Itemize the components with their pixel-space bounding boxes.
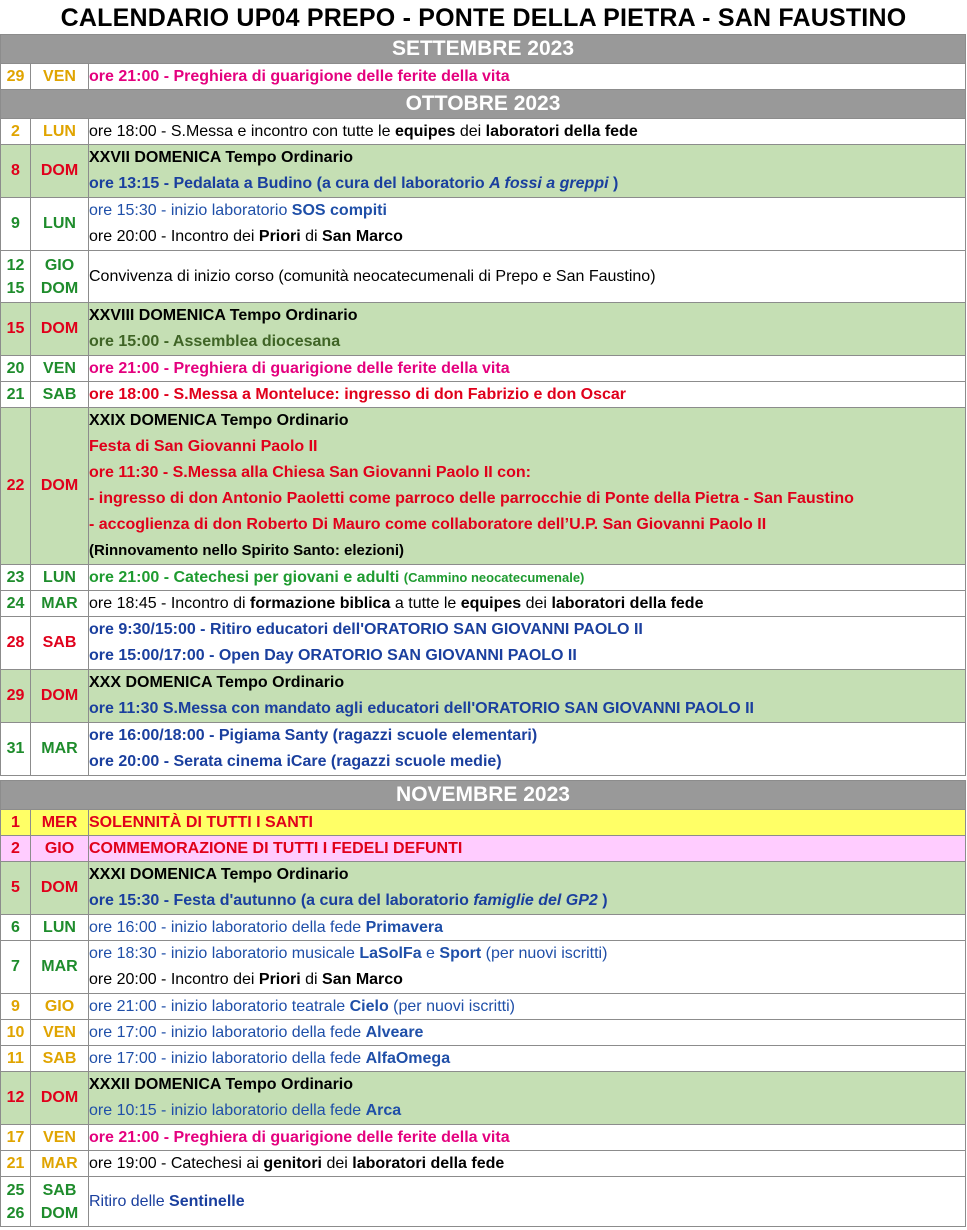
event-text-bold: laboratori della fede: [352, 1154, 505, 1172]
event-text: (per nuovi iscritti): [481, 945, 608, 962]
event-description: [89, 994, 966, 1020]
day-of-week: MAR: [31, 941, 89, 994]
table-row: [1, 382, 966, 408]
day-number: 5: [1, 862, 31, 915]
day-number: 15: [6, 279, 25, 297]
day-of-week: DOM: [31, 1072, 89, 1125]
event-description: [89, 1072, 966, 1125]
day-of-week: VEN: [31, 64, 89, 90]
table-row: [1, 862, 966, 915]
day-number: 31: [1, 723, 31, 776]
event-description: [89, 1177, 966, 1227]
day-of-week: DOM: [31, 862, 89, 915]
table-row: [1, 145, 966, 198]
day-of-week: LUN: [31, 119, 89, 145]
day-number: 28: [1, 617, 31, 670]
event-line: [89, 1098, 965, 1124]
event-line: ore 9:30/15:00 - Ritiro educatori dell'ORATORIO SAN GIOVANNI PAOLO II: [89, 621, 643, 638]
day-of-week: DOM: [31, 303, 89, 356]
day-number: 7: [1, 941, 31, 994]
day-number: 17: [1, 1125, 31, 1151]
table-row: [1, 670, 966, 723]
day-of-week: MAR: [31, 591, 89, 617]
table-row: [1, 1046, 966, 1072]
day-number: 20: [1, 356, 31, 382]
table-row: [1, 810, 966, 836]
event-text-bold: San Marco: [322, 971, 403, 988]
event-line: ore 11:30 S.Messa con mandato agli educatori dell'ORATORIO SAN GIOVANNI PAOLO II: [89, 700, 754, 717]
page-title: CALENDARIO UP04 PREPO - PONTE DELLA PIETRA - SAN FAUSTINO: [60, 4, 907, 32]
event-text: ore 18:45 - Incontro di: [89, 594, 250, 612]
table-row: [1, 251, 966, 303]
day-number-range: [1, 251, 31, 303]
event-description: [89, 1125, 966, 1151]
event-description: [89, 1151, 966, 1177]
day-number: 1: [1, 810, 31, 836]
day-number: 25: [6, 1181, 25, 1199]
event-text: ore 18:00 - S.Messa e incontro con tutte le: [89, 122, 395, 140]
calendar-table: [0, 34, 966, 1227]
day-number: 15: [1, 303, 31, 356]
event-text: e: [421, 945, 440, 962]
day-number: 29: [1, 64, 31, 90]
event-text-bold: Cielo: [349, 997, 389, 1015]
table-row: [1, 303, 966, 356]
event-description: [89, 64, 966, 90]
month-header-october: [1, 90, 966, 119]
event-text: a tutte le: [390, 594, 461, 612]
day-of-week: VEN: [31, 1020, 89, 1046]
event-text: ore 21:00 - inizio laboratorio teatrale: [89, 997, 350, 1015]
table-row: [1, 836, 966, 862]
event-description: [89, 356, 966, 382]
event-line: - ingresso di don Antonio Paoletti come parroco delle parrocchie di Ponte della Pietra - San Faustino: [89, 490, 854, 507]
event-text-bold: Primavera: [365, 918, 444, 936]
day-number: 9: [1, 994, 31, 1020]
day-of-week: DOM: [40, 279, 79, 297]
event-text-bold: San Marco: [322, 228, 403, 245]
event-text: ): [608, 175, 619, 192]
event-text: ore 13:15 - Pedalata a Budino (a cura del laboratorio: [89, 175, 490, 192]
table-row: [1, 994, 966, 1020]
event-text: di: [300, 971, 323, 988]
day-number: 21: [1, 1151, 31, 1177]
event-text-bold: AlfaOmega: [365, 1049, 451, 1067]
event-line: ore 16:00/18:00 - Pigiama Santy (ragazzi scuole elementari): [89, 727, 538, 744]
event-text: ore 10:15 - inizio laboratorio della fede: [89, 1102, 366, 1119]
day-of-week: VEN: [31, 356, 89, 382]
day-number: 10: [1, 1020, 31, 1046]
day-of-week: MAR: [31, 723, 89, 776]
day-number: 8: [1, 145, 31, 198]
event-line: XXX DOMENICA Tempo Ordinario: [89, 674, 345, 691]
event-text-bold: equipes: [460, 594, 522, 612]
event-line: (Rinnovamento nello Spirito Santo: elezioni): [89, 542, 405, 559]
event-description: [89, 382, 966, 408]
event-description: [89, 915, 966, 941]
event-text: di: [300, 228, 323, 245]
table-row: [1, 941, 966, 994]
event-text: ore 16:00 - inizio laboratorio della fede: [89, 918, 366, 936]
day-of-week: LUN: [31, 915, 89, 941]
event-text-bold: Priori: [258, 971, 301, 988]
event-line: - accoglienza di don Roberto Di Mauro come collaboratore dell’U.P. San Giovanni Paolo II: [89, 516, 767, 533]
table-row: [1, 1125, 966, 1151]
event-note: (Cammino neocatecumenale): [403, 569, 585, 585]
event-text: ore 21:00 - Catechesi per giovani e adulti: [89, 568, 404, 586]
day-number: 2: [1, 836, 31, 862]
event-text: SOLENNITÀ DI TUTTI I SANTI: [89, 813, 313, 831]
event-text: Ritiro delle: [89, 1192, 170, 1210]
table-row: [1, 356, 966, 382]
event-line: XXXII DOMENICA Tempo Ordinario: [89, 1076, 354, 1093]
day-of-week: VEN: [31, 1125, 89, 1151]
event-line: [89, 941, 965, 967]
day-of-week: DOM: [31, 670, 89, 723]
event-description: [89, 941, 966, 994]
event-line: Festa di San Giovanni Paolo II: [89, 438, 318, 455]
table-row: [1, 591, 966, 617]
month-header-november: [1, 781, 966, 810]
event-text: dei: [455, 122, 486, 140]
event-text-bold: laboratori della fede: [551, 594, 704, 612]
event-line: ore 15:00/17:00 - Open Day ORATORIO SAN GIOVANNI PAOLO II: [89, 647, 577, 664]
event-description: [89, 862, 966, 915]
event-text-bold: LaSolFa: [359, 945, 422, 962]
day-number: 22: [1, 408, 31, 565]
event-text: ore 21:00 - Preghiera di guarigione delle ferite della vita: [89, 1128, 510, 1146]
event-text: ore 19:00 - Catechesi ai: [89, 1154, 264, 1172]
event-text: ore 21:00 - Preghiera di guarigione delle ferite della vita: [89, 67, 510, 85]
day-number: 29: [1, 670, 31, 723]
table-row: [1, 1151, 966, 1177]
day-of-week-range: [31, 251, 89, 303]
event-text: COMMEMORAZIONE DI TUTTI I FEDELI DEFUNTI: [89, 839, 463, 857]
event-text-bold: Sport: [439, 945, 482, 962]
event-line: [89, 967, 965, 993]
event-text: dei: [521, 594, 552, 612]
day-of-week: SAB: [31, 382, 89, 408]
table-row: [1, 1072, 966, 1125]
table-row: [1, 64, 966, 90]
day-of-week: GIO: [31, 994, 89, 1020]
event-text: ore 21:00 - Preghiera di guarigione delle ferite della vita: [89, 359, 510, 377]
event-text: ore 15:30 - Festa d'autunno (a cura del laboratorio: [89, 892, 474, 909]
month-title: SETTEMBRE 2023: [1, 35, 966, 64]
event-line: XXXI DOMENICA Tempo Ordinario: [89, 866, 349, 883]
event-text-bold: formazione biblica: [249, 594, 391, 612]
event-text-bold: laboratori della fede: [485, 122, 638, 140]
event-text-bold: Alveare: [365, 1023, 424, 1041]
day-of-week: SAB: [31, 617, 89, 670]
event-text: ore 20:00 - Incontro dei: [89, 228, 259, 245]
event-description: [89, 565, 966, 591]
event-description: [89, 251, 966, 303]
day-of-week-range: [31, 1177, 89, 1227]
event-description: [89, 303, 966, 356]
day-of-week: LUN: [31, 198, 89, 251]
day-number-range: [1, 1177, 31, 1227]
day-of-week: LUN: [31, 565, 89, 591]
event-text-bold: Arca: [365, 1102, 402, 1119]
event-text-bold: genitori: [263, 1154, 322, 1172]
day-of-week: DOM: [40, 1204, 79, 1222]
event-description: [89, 1046, 966, 1072]
day-number: 21: [1, 382, 31, 408]
day-number: 2: [1, 119, 31, 145]
event-description: [89, 408, 966, 565]
day-of-week: GIO: [31, 836, 89, 862]
event-text-italic: famiglie del GP2: [473, 892, 598, 909]
month-title: NOVEMBRE 2023: [1, 781, 966, 810]
day-number: 26: [6, 1204, 25, 1222]
event-text-bold: Sentinelle: [169, 1192, 245, 1210]
event-description: [89, 723, 966, 776]
event-text: ore 17:00 - inizio laboratorio della fede: [89, 1023, 366, 1041]
event-description: [89, 810, 966, 836]
event-description: [89, 670, 966, 723]
day-of-week: DOM: [31, 145, 89, 198]
event-description: [89, 1020, 966, 1046]
event-text: ): [597, 892, 608, 909]
table-row: [1, 1177, 966, 1227]
event-line: [89, 888, 965, 914]
event-line: [89, 198, 965, 224]
event-line: XXVII DOMENICA Tempo Ordinario: [89, 149, 354, 166]
day-number: 9: [1, 198, 31, 251]
event-line: [89, 224, 965, 250]
event-text-italic: A fossi a greppi: [489, 175, 609, 192]
day-number: 12: [1, 1072, 31, 1125]
event-description: [89, 119, 966, 145]
day-of-week: SAB: [31, 1046, 89, 1072]
event-line: XXVIII DOMENICA Tempo Ordinario: [89, 307, 358, 324]
event-line: ore 11:30 - S.Messa alla Chiesa San Giovanni Paolo II con:: [89, 464, 531, 481]
day-of-week: GIO: [44, 256, 75, 274]
month-header-september: [1, 35, 966, 64]
event-line: [89, 171, 965, 197]
event-description: [89, 145, 966, 198]
event-text: ore 20:00 - Incontro dei: [89, 971, 259, 988]
table-row: [1, 723, 966, 776]
event-text-bold: SOS compiti: [291, 202, 387, 219]
day-number: 11: [1, 1046, 31, 1072]
table-row: [1, 119, 966, 145]
event-text: ore 18:00 - S.Messa a Monteluce: ingresso di don Fabrizio e don Oscar: [89, 385, 627, 403]
day-of-week: MAR: [31, 1151, 89, 1177]
table-row: [1, 617, 966, 670]
event-line: XXIX DOMENICA Tempo Ordinario: [89, 412, 349, 429]
event-text: ore 17:00 - inizio laboratorio della fede: [89, 1049, 366, 1067]
day-of-week: SAB: [42, 1181, 77, 1199]
day-of-week: MER: [31, 810, 89, 836]
day-number: 12: [6, 256, 25, 274]
event-description: [89, 591, 966, 617]
table-row: [1, 565, 966, 591]
event-line: ore 15:00 - Assemblea diocesana: [89, 333, 341, 350]
event-text: ore 15:30 - inizio laboratorio: [89, 202, 292, 219]
event-description: [89, 198, 966, 251]
day-number: 23: [1, 565, 31, 591]
table-row: [1, 915, 966, 941]
table-row: [1, 1020, 966, 1046]
event-text: Convivenza di inizio corso (comunità neocatecumenali di Prepo e San Faustino): [89, 267, 656, 285]
month-title: OTTOBRE 2023: [1, 90, 966, 119]
event-description: [89, 836, 966, 862]
table-row: [1, 408, 966, 565]
event-line: ore 20:00 - Serata cinema iCare (ragazzi scuole medie): [89, 753, 502, 770]
event-description: [89, 617, 966, 670]
event-text: dei: [322, 1154, 353, 1172]
table-row: [1, 198, 966, 251]
event-text: (per nuovi iscritti): [388, 997, 515, 1015]
day-of-week: DOM: [31, 408, 89, 565]
event-text: ore 18:30 - inizio laboratorio musicale: [89, 945, 360, 962]
event-text-bold: Priori: [258, 228, 301, 245]
day-number: 6: [1, 915, 31, 941]
day-number: 24: [1, 591, 31, 617]
event-text-bold: equipes: [394, 122, 456, 140]
